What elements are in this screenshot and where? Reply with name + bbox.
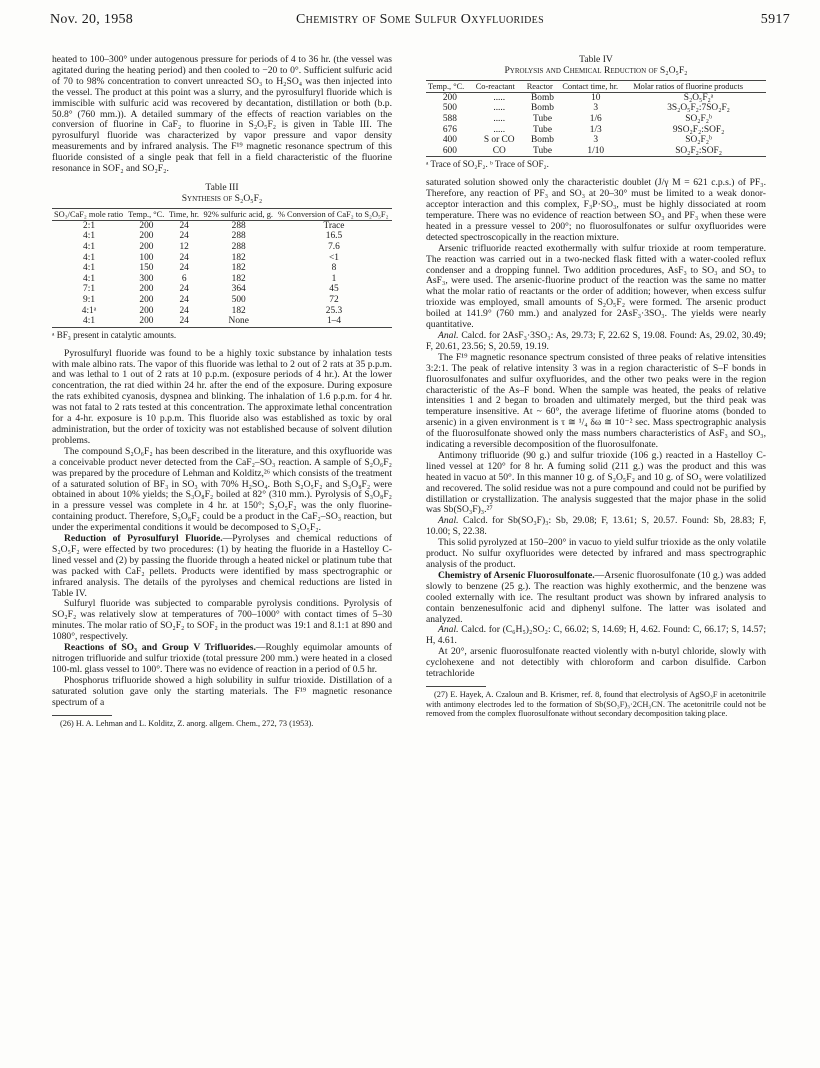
run-in-heading: Chemistry of Arsenic Fluorosulfonate. — [438, 569, 595, 581]
table-iv-title: Table IV — [579, 54, 613, 65]
table-cell: Bomb — [531, 92, 554, 103]
table-cell: 1/3 — [589, 124, 602, 135]
table-cell: 288 — [231, 241, 246, 252]
table-cell: CO — [474, 146, 525, 157]
table-row — [52, 284, 392, 295]
table-cell: 3S₂O₅F₂:7SO₂F₂ — [667, 103, 730, 114]
table-iv-body — [426, 92, 766, 157]
table-iv-footnote: ᵃ Trace of SO₂F₂. ᵇ Trace of SOF₂. — [426, 159, 549, 170]
table-cell: 300 — [139, 273, 154, 284]
table-header: SO₃/CaF₂ mole ratio — [52, 208, 126, 220]
header-date: Nov. 20, 1958 — [50, 12, 134, 27]
paragraph: The F¹⁹ magnetic resonance spectrum consisted of three peaks of relative intensities 3:2:1. The peak of relative intensity 3 was in a region characteristic of S–F bonds in fluorosulfonates and sulfur oxyfluorides, and the other two peaks were in the region characteristic of the As–F bond. When the sample was heated, the peaks of relative intensities 1 and 2 began to broaden and ultimately merged, but the third peak was temperature insensitive. At ~ 60°, the average lifetime of fluorine atoms (bonded to arsenic) in a given environment is τ ≅ ¹/₄ δω ≅ 10⁻² sec. Mass spectrographic analysis of the fluorosulfonate showed only the mass numbers characteristics of AsF₃ and SO₃, indicating a reversible decomposition of the fluorosulfonate. — [426, 351, 766, 451]
table-cell: 200 — [139, 294, 154, 305]
table-cell: 200 — [126, 316, 167, 327]
table-cell: 200 — [139, 231, 154, 242]
table-cell: 72 — [329, 294, 339, 305]
table-cell: 200 — [139, 305, 154, 316]
table-header: Contact time, hr. — [560, 80, 631, 92]
table-cell: 1/6 — [589, 114, 602, 124]
table-cell: 45 — [329, 284, 339, 295]
table-row — [52, 263, 392, 274]
table-cell: 3 — [593, 135, 599, 146]
table-cell: 7.6 — [328, 241, 340, 252]
table-cell: Bomb — [531, 103, 554, 114]
table-cell: 400 — [442, 135, 457, 146]
table-row — [426, 92, 766, 103]
table-cell: 200 — [139, 284, 154, 295]
table-cell: 182 — [231, 305, 246, 316]
table-cell: 288 — [231, 220, 246, 231]
paragraph-text: —Arsenic fluorosulfonate (10 g.) was added slowly to benzene (25 g.). The reaction was highly exothermic, and the benzene was cooled externally with ice. The resultant product was shown by infrared analysis to contain benzenesulfonic acid and diphenyl sulfone. The latter was isolated and analyzed. — [426, 569, 766, 625]
table-cell: 25.3 — [325, 305, 343, 316]
paragraph: This solid pyrolyzed at 150–200° in vacuo to yield sulfur trioxide as the only volatile product. No sulfur oxyfluorides were detected by infrared and mass spectrographic analysis of the product. — [426, 537, 766, 570]
footnote-27: (27) E. Hayek, A. Czaloun and B. Krismer, ref. 8, found that electrolysis of AgSO₃F in acetonitrile with antimony electrodes led to the formation of Sb(SO₃F)₃·2CH₃CN. The acetonitrile could not be removed from the complex fluorosulfonate without secondary decomposition taking place. — [426, 689, 766, 719]
table-cell: 182 — [231, 263, 246, 274]
table-header: Co-reactant — [474, 80, 525, 92]
table-cell: 4:1 — [83, 263, 96, 274]
table-row — [52, 306, 392, 317]
anal-label: Anal. — [438, 515, 459, 527]
table-cell: 4:1 — [83, 273, 96, 284]
table-cell: 24 — [179, 220, 189, 231]
paragraph: heated to 100–300° under autogenous pressure for periods of 4 to 36 hr. (the vessel was agitated during the heating period) and then cooled to −20 to 0°. Sufficient sulfuric acid of 70 to 98% concentration to convert unreacted SO₃ to H₂SO₄ was then injected into the vessel. The product at this point was a slurry, and the pyrosulfuryl fluoride which is immiscible with sulfuric acid was recovered by decantation, distillation or both (b.p. 50.8° (760 mm.)). A detailed summary of the effects of reaction variables on the conversion of fluorine in CaF₂ to fluorine in S₂O₅F₂ is given in Table III. The pyrosulfuryl fluoride was characterized by vapor pressure and vapor density measurements and by infrared analysis. The F¹⁹ magnetic resonance spectrum of this fluoride consisted of a single peak that fell in a field characteristic of the fluorine resonance in SOF₂ and SO₂F₂. — [52, 54, 392, 175]
table-iii-title: Table III — [205, 181, 239, 193]
table-row — [426, 146, 766, 157]
table-row — [52, 253, 392, 264]
paragraph-text: —Roughly equimolar amounts of nitrogen trifluoride and sulfur trioxide (total pressure 200 mm.) were heated in a closed 100-ml. glass vessel to 100°. There was no evidence of reaction in a period of 0.5 hr. — [52, 642, 392, 675]
table-cell: 200 — [139, 241, 154, 252]
table-cell: ..... — [493, 114, 506, 124]
table-cell: 6 — [181, 273, 187, 284]
table-header: Molar ratios of fluorine products — [631, 80, 766, 92]
run-in-heading: Reactions of SO₃ and Group V Trifluorides. — [64, 642, 256, 654]
table-row — [426, 125, 766, 136]
table-cell: ..... — [493, 92, 506, 103]
table-row — [52, 295, 392, 306]
footnote-26: (26) H. A. Lehman and L. Kolditz, Z. anorg. allgem. Chem., 272, 73 (1953). — [60, 718, 314, 728]
table-cell: 10 — [591, 92, 601, 103]
table-cell: S₂O₅F₂ᵃ — [683, 92, 714, 103]
table-cell: 24 — [179, 284, 189, 295]
paragraph: saturated solution showed only the characteristic doublet (J/γ M = 621 c.p.s.) of PF₃. Therefore, any reaction of PF₃ and SO₃ at 20–30° must be limited to a weak donor-acceptor interaction and this complex, F₃P·SO₃, must be highly dissociated at room temperature. There was no evidence of reaction between SO₃ and PF₃ when these were heated in a pressure vessel to 200°; no fluorosulfonates or sulfur oxyfluorides were detected spectroscopically in the reaction mixture. — [426, 177, 766, 243]
table-cell: Bomb — [531, 135, 554, 146]
paragraph: Pyrosulfuryl fluoride was found to be a highly toxic substance by inhalation tests with male albino rats. The vapor of this fluoride was lethal to 2 out of 2 rats at 35 p.p.m. and was lethal to 1 out of 2 rats at 10 p.p.m. (exposure periods of 4 hr.). At the lower concentration, the rat died within 24 hr. after the end of the exposure. During exposure the rats exhibited cyanosis, dyspnea and blinking. The inhalation of 1.6 p.p.m. for 4 hr. was not fatal to 2 rats tested at this concentration. The approximate lethal concentration for a 4-hr. exposure is 10 p.p.m. This fluoride also was established as toxic by oral administration, but the order of toxicity was not established because of solvent dilution problems. — [52, 347, 392, 446]
table-cell: S or CO — [483, 135, 515, 146]
paragraph: Phosphorus trifluoride showed a high solubility in sulfur trioxide. Distillation of a saturated solution gave only the starting materials. The F¹⁹ magnetic resonance spectrum of a — [52, 674, 392, 708]
table-row — [52, 231, 392, 242]
table-cell: 24 — [179, 305, 189, 316]
table-row — [426, 114, 766, 125]
table-row — [426, 103, 766, 114]
table-cell: 24 — [179, 252, 189, 263]
table-cell: Tube — [533, 124, 552, 135]
table-cell: 288 — [231, 231, 246, 242]
table-cell: 24 — [179, 231, 189, 242]
paragraph — [52, 643, 392, 676]
analysis-text: Calcd. for Sb(SO₃F)₃: Sb, 29.08; F, 13.61; S, 20.57. Found: Sb, 28.83; F, 10.00; S, 22.38. — [426, 515, 766, 538]
table-cell: 150 — [139, 263, 154, 274]
table-cell: 676 — [442, 124, 457, 135]
paragraph — [426, 571, 766, 626]
paragraph: Antimony trifluoride (90 g.) and sulfur trioxide (106 g.) reacted in a Hastelloy C-lined vessel at 120° for 8 hr. A fuming solid (211 g.) was the product and this was heated in vacuo at 50°. In this manner 10 g. of S₂O₅F₂ and 10 g. of SO₃ were volatilized and recovered. The solid residue was not a pure compound and could not be purified by distillation or crystallization. The analysis suggested that the major phase in the solid was Sb(SO₃F)₃.²⁷ — [426, 449, 766, 516]
table-header: 92% sulfuric acid, g. — [201, 208, 275, 220]
table-cell: 600 — [426, 146, 474, 157]
table-header: % Conversion of CaF₂ to S₂O₅F₂ — [276, 208, 392, 220]
table-cell: 7:1 — [83, 284, 96, 295]
table-cell: 4:1 — [83, 252, 96, 263]
left-column — [52, 55, 392, 728]
paragraph: The compound S₂O₆F₂ has been described in the literature, and this oxyfluoride was a conceivable product never detected from the CaF₂–SO₃ reaction. A sample of S₂O₆F₂ was prepared by the procedure of Lehman and Kolditz,²⁶ which consists of the treatment of a saturated solution of BF₃ in SO₃ with 70% H₂SO₄. Both S₂O₅F₂ and S₃O₈F₂ were obtained in about 10% yields; the S₃O₈F₂ boiled at 82° (310 mm.). Pyrolysis of S₃O₈F₂ in a pressure vessel was complete in 4 hr. at 150°; S₂O₅F₂ was the only fluorine-containing product. Therefore, S₃O₈F₂ could be a product in the CaF₂–SO₃ reaction, but under the experimental conditions it would be decomposed to S₂O₅F₂. — [52, 445, 392, 534]
table-cell: 24 — [179, 294, 189, 305]
table-row — [426, 135, 766, 146]
table-cell: ..... — [493, 103, 506, 114]
anal-label: Anal. — [438, 624, 459, 636]
table-cell: 9SO₂F₂:SOF₂ — [672, 124, 725, 135]
table-row — [52, 316, 392, 327]
running-header — [50, 12, 790, 32]
anal-label: Anal. — [438, 329, 459, 341]
analysis-line — [426, 516, 766, 538]
table-iv — [426, 80, 766, 158]
table-cell: 182 — [231, 273, 246, 284]
table-cell: 500 — [442, 103, 457, 114]
table-header: Temp., °C. — [426, 80, 474, 92]
table-header: Temp., °C. — [126, 208, 167, 220]
table-iii — [52, 208, 392, 328]
table-cell: 24 — [179, 263, 189, 274]
table-cell: 364 — [231, 284, 246, 295]
table-iv-subtitle: Pyrolysis and Chemical Reduction of S₂O₅F₂ — [504, 64, 688, 76]
paragraph: Arsenic trifluoride reacted exothermally with sulfur trioxide at room temperature. The reaction was carried out in a two-necked flask fitted with a water-cooled reflux condenser and a dropping funnel. Two addition procedures, AsF₃ to SO₃ and SO₃ to AsF₃, were used. The arsenic-fluorine product of the reaction was the same no matter what the molar ratio of reactants or the order of addition; however, when excess sulfur trioxide was employed, small amounts of S₂O₅F₂ were formed. The arsenic product boiled at 141.9° (760 mm.) and analyzed for 2AsF₃·3SO₃. The yields were nearly quantitative. — [426, 242, 766, 331]
table-cell: 200 — [442, 92, 457, 103]
table-cell: 3 — [593, 103, 599, 114]
paragraph: Sulfuryl fluoride was subjected to comparable pyrolysis conditions. Pyrolysis of SO₂F₂ was relatively slow at temperatures of 700–1000° with contact times of 5–30 minutes. The molar ratio of SO₂F₂ to SOF₂ in the product was 19:1 and 8.1:1 at 890 and 1080°, respectively. — [52, 598, 392, 643]
table-cell: 200 — [139, 220, 154, 231]
table-iii-subtitle: Synthesis of S₂O₅F₂ — [181, 192, 263, 204]
header-title: Chemistry of Some Sulfur Oxyfluorides — [296, 12, 544, 27]
table-cell: 12 — [179, 241, 189, 252]
table-cell: SO₂F₂ᵇ — [685, 135, 712, 146]
run-in-heading: Reduction of Pyrosulfuryl Fluoride. — [64, 533, 223, 545]
table-cell: None — [201, 316, 275, 327]
table-row — [52, 274, 392, 285]
header-page-number: 5917 — [760, 12, 790, 27]
analysis-text: Calcd. for (C₆H₅)₂SO₂: C, 66.02; S, 14.69; H, 4.62. Found: C, 66.17; S, 14.57; H, 4.61. — [426, 624, 766, 647]
table-cell: 16.5 — [325, 231, 343, 242]
table-cell: 182 — [231, 252, 246, 263]
table-cell: SO₂F₂:SOF₂ — [631, 146, 766, 157]
table-row — [52, 220, 392, 231]
table-cell: 100 — [139, 252, 154, 263]
table-cell: Tube — [525, 146, 561, 157]
table-iii-footnote: ᵃ BF₃ present in catalytic amounts. — [52, 329, 177, 340]
footnote-divider — [426, 686, 486, 687]
paragraph: At 20°, arsenic fluorosulfonate reacted violently with n-butyl chloride, slowly with cyclohexene and not detectibly with chloroform and carbon disulfide. Carbon tetrachloride — [426, 646, 766, 680]
table-cell: 1–4 — [276, 316, 392, 327]
table-row — [52, 242, 392, 253]
paragraph-text: —Pyrolyses and chemical reductions of S₂O₅F₂ were effected by two procedures: (1) by heating the fluoride in a Hastelloy C-lined vessel and (2) by passing the fluoride through a heated nickel or platinum tube that was packed with CaF₂ pellets. Products were identified by mass spectrographic or infrared analysis. The details of the pyrolyses and chemical reductions are listed in Table IV. — [52, 533, 392, 599]
table-header: Time, hr. — [167, 208, 202, 220]
table-cell: Tube — [533, 114, 552, 124]
right-column — [426, 55, 766, 719]
analysis-line — [426, 625, 766, 647]
table-cell: 24 — [167, 316, 202, 327]
table-header: Reactor — [525, 80, 561, 92]
table-cell: ..... — [493, 124, 506, 135]
table-cell: 1 — [331, 273, 337, 284]
table-cell: 500 — [231, 294, 246, 305]
footnote-divider — [52, 715, 112, 716]
table-cell: 4:1 — [52, 316, 126, 327]
paragraph — [52, 534, 392, 599]
table-cell: 1/10 — [560, 146, 631, 157]
table-cell: Trace — [323, 220, 345, 231]
table-cell: 4:1ᵃ — [81, 305, 97, 316]
table-cell: 4:1 — [83, 241, 96, 252]
table-iii-body — [52, 220, 392, 327]
table-cell: 4:1 — [83, 231, 96, 242]
table-cell: 8 — [331, 263, 337, 274]
table-cell: 9:1 — [83, 294, 96, 305]
analysis-text: Calcd. for 2AsF₃·3SO₃: As, 29.73; F, 22.62 S, 19.08. Found: As, 29.02, 30.49; F, 20.61, 23.56; S, 20.59, 19.19. — [426, 329, 766, 352]
analysis-line — [426, 331, 766, 353]
table-cell: 588 — [442, 114, 457, 124]
table-cell: SO₂F₂ᵇ — [685, 114, 712, 124]
table-cell: 2:1 — [83, 220, 96, 231]
table-cell: <1 — [328, 252, 339, 263]
